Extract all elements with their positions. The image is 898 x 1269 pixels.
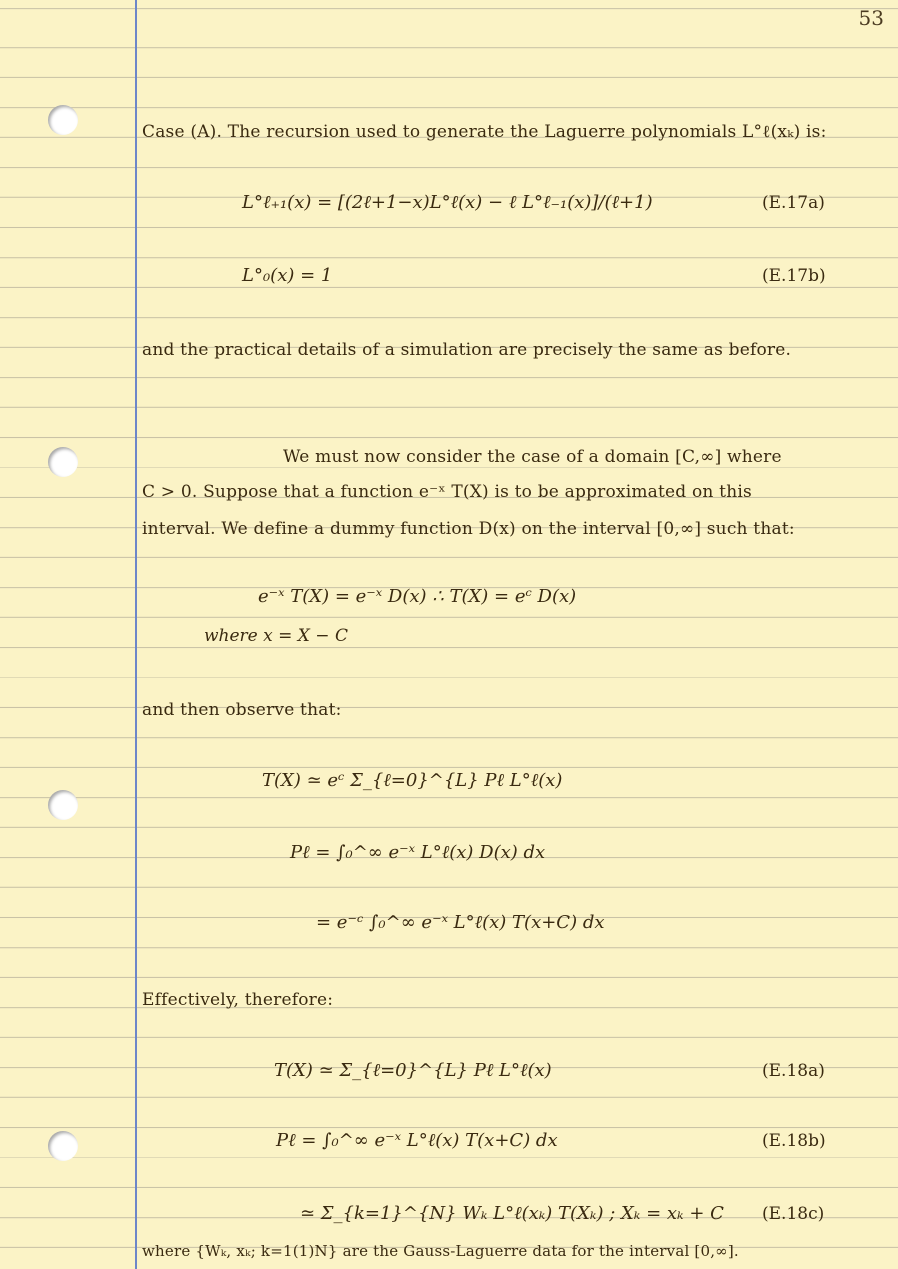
page-number: 53 — [858, 6, 884, 30]
dummy-function-equation: e⁻ˣ T(X) = e⁻ˣ D(x) ∴ T(X) = eᶜ D(x) — [258, 586, 577, 607]
observe-line: and then observe that: — [142, 700, 342, 720]
domain-paragraph-line-3: interval. We define a dummy function D(x) on the interval [0,∞] such that: — [142, 519, 795, 539]
equation-e17a: L°ℓ₊₁(x) = [(2ℓ+1−x)L°ℓ(x) − ℓ L°ℓ₋₁(x)]/(ℓ+1) — [242, 192, 653, 213]
practical-details-line: and the practical details of a simulation are precisely the same as before. — [142, 340, 792, 360]
punch-hole — [48, 105, 78, 135]
observe-equation-1: T(X) ≃ eᶜ Σ_{ℓ=0}^{L} Pℓ L°ℓ(x) — [262, 770, 563, 791]
equation-e18b: Pℓ = ∫₀^∞ e⁻ˣ L°ℓ(x) T(x+C) dx — [276, 1130, 558, 1151]
observe-equation-3: = e⁻ᶜ ∫₀^∞ e⁻ˣ L°ℓ(x) T(x+C) dx — [316, 912, 605, 933]
domain-paragraph-line-1: We must now consider the case of a domain [C,∞] where — [283, 447, 782, 467]
equation-e17b: L°₀(x) = 1 — [242, 265, 333, 286]
equation-e18c: ≃ Σ_{k=1}^{N} Wₖ L°ℓ(xₖ) T(Xₖ) ; Xₖ = xₖ + C — [300, 1203, 724, 1224]
equation-tag-e18a: (E.18a) — [762, 1061, 825, 1081]
domain-paragraph-line-2: C > 0. Suppose that a function e⁻ˣ T(X) is to be approximated on this — [142, 482, 752, 502]
equation-tag-e17a: (E.17a) — [762, 193, 825, 213]
punch-hole — [48, 447, 78, 477]
equation-tag-e18c: (E.18c) — [762, 1204, 825, 1224]
gauss-laguerre-note: where {Wₖ, xₖ; k=1(1)N} are the Gauss-Laguerre data for the interval [0,∞]. — [142, 1242, 739, 1260]
equation-tag-e18b: (E.18b) — [762, 1131, 826, 1151]
effectively-line: Effectively, therefore: — [142, 990, 334, 1010]
margin-line — [135, 0, 137, 1269]
punch-hole — [48, 1131, 78, 1161]
case-a-heading: Case (A). The recursion used to generate the Laguerre polynomials L°ℓ(xₖ) is: — [142, 122, 827, 142]
equation-e18a: T(X) ≃ Σ_{ℓ=0}^{L} Pℓ L°ℓ(x) — [274, 1060, 552, 1081]
equation-tag-e17b: (E.17b) — [762, 266, 826, 286]
where-x-equation: where x = X − C — [204, 626, 348, 646]
observe-equation-2: Pℓ = ∫₀^∞ e⁻ˣ L°ℓ(x) D(x) dx — [290, 842, 546, 863]
punch-hole — [48, 790, 78, 820]
